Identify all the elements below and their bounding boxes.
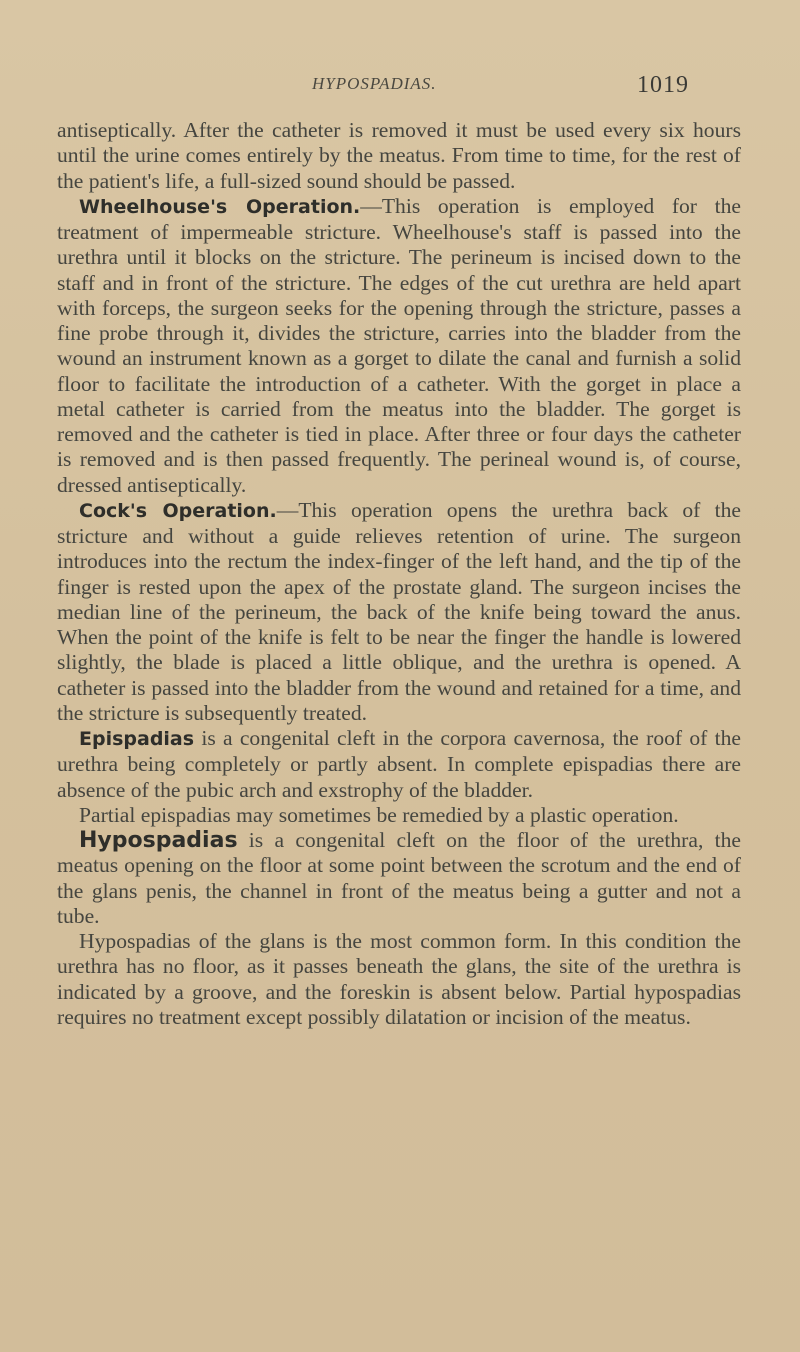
wheelhouse-operation-heading: Wheelhouse's Operation. bbox=[79, 195, 361, 218]
epispadias-heading: Epispadias bbox=[79, 728, 195, 750]
hypospadias-heading: Hypospadias bbox=[79, 828, 238, 853]
page-number: 1019 bbox=[637, 72, 689, 98]
paragraph-hypospadias-of-glans: Hypospadias of the glans is the most common form. In this condition the urethra has no floor, as it passes beneath the glans, the site of the urethra is indicated by a groove, and the foreskin is absent below. Partial hypospadias requires no treatment except possibly dilatation or incision of the meatus. bbox=[57, 929, 741, 1029]
hypospadias-text: is a congenital cleft on the floor of the urethra, the meatus opening on the floor at some point between the scrotum and the end of the glans penis, the channel in front of the meatus being a gutter and not a tube. bbox=[57, 828, 741, 928]
paragraph-hypospadias bbox=[57, 828, 741, 929]
paragraph-epispadias bbox=[57, 726, 741, 803]
wheelhouse-operation-text: —This operation is employed for the treatment of impermeable stricture. Wheelhouse's staff is passed into the urethra until it blocks on the stricture. The perineum is incised down to the staff and in front of the stricture. The edges of the cut urethra are held apart with forceps, the surgeon seeks for the opening through the stricture, passes a fine probe through it, divides the stricture, carries into the bladder from the wound an instrument known as a gorget to dilate the canal and furnish a solid floor to facilitate the introduction of a catheter. With the gorget in place a metal catheter is carried from the meatus into the bladder. The gorget is removed and the catheter is tied in place. After three or four days the catheter is removed and is then passed frequently. The perineal wound is, of course, dressed antiseptically. bbox=[57, 193, 741, 497]
epispadias-text: is a congenital cleft in the corpora cavernosa, the roof of the urethra being completely or partly absent. In complete epispadias there are absence of the pubic arch and exstrophy of the bladder. bbox=[57, 726, 741, 802]
cocks-operation-text: —This operation opens the urethra back of the stricture and without a guide relieves retention of urine. The surgeon introduces into the rectum the index-finger of the left hand, and the tip of the finger is rested upon the apex of the prostate gland. The surgeon incises the median line of the perineum, the back of the knife being toward the anus. When the point of the knife is felt to be near the finger the handle is lowered slightly, the blade is placed a little oblique, and the urethra is opened. A catheter is passed into the bladder from the wound and retained for a time, and the stricture is subsequently treated. bbox=[57, 497, 742, 725]
paragraph-wheelhouse-operation bbox=[57, 194, 741, 498]
cocks-operation-heading: Cock's Operation. bbox=[79, 499, 277, 522]
paragraph-aftercare: antiseptically. After the catheter is removed it must be used every six hours until the urine comes entirely by the meatus. From time to time, for the rest of the patient's life, a full-sized sound should be passed. bbox=[57, 118, 741, 193]
paragraph-cocks-operation bbox=[57, 498, 741, 726]
paragraph-partial-epispadias: Partial epispadias may sometimes be remedied by a plastic operation. bbox=[79, 802, 679, 827]
body-text bbox=[57, 118, 741, 1030]
running-head-title: HYPOSPADIAS. bbox=[312, 74, 437, 93]
